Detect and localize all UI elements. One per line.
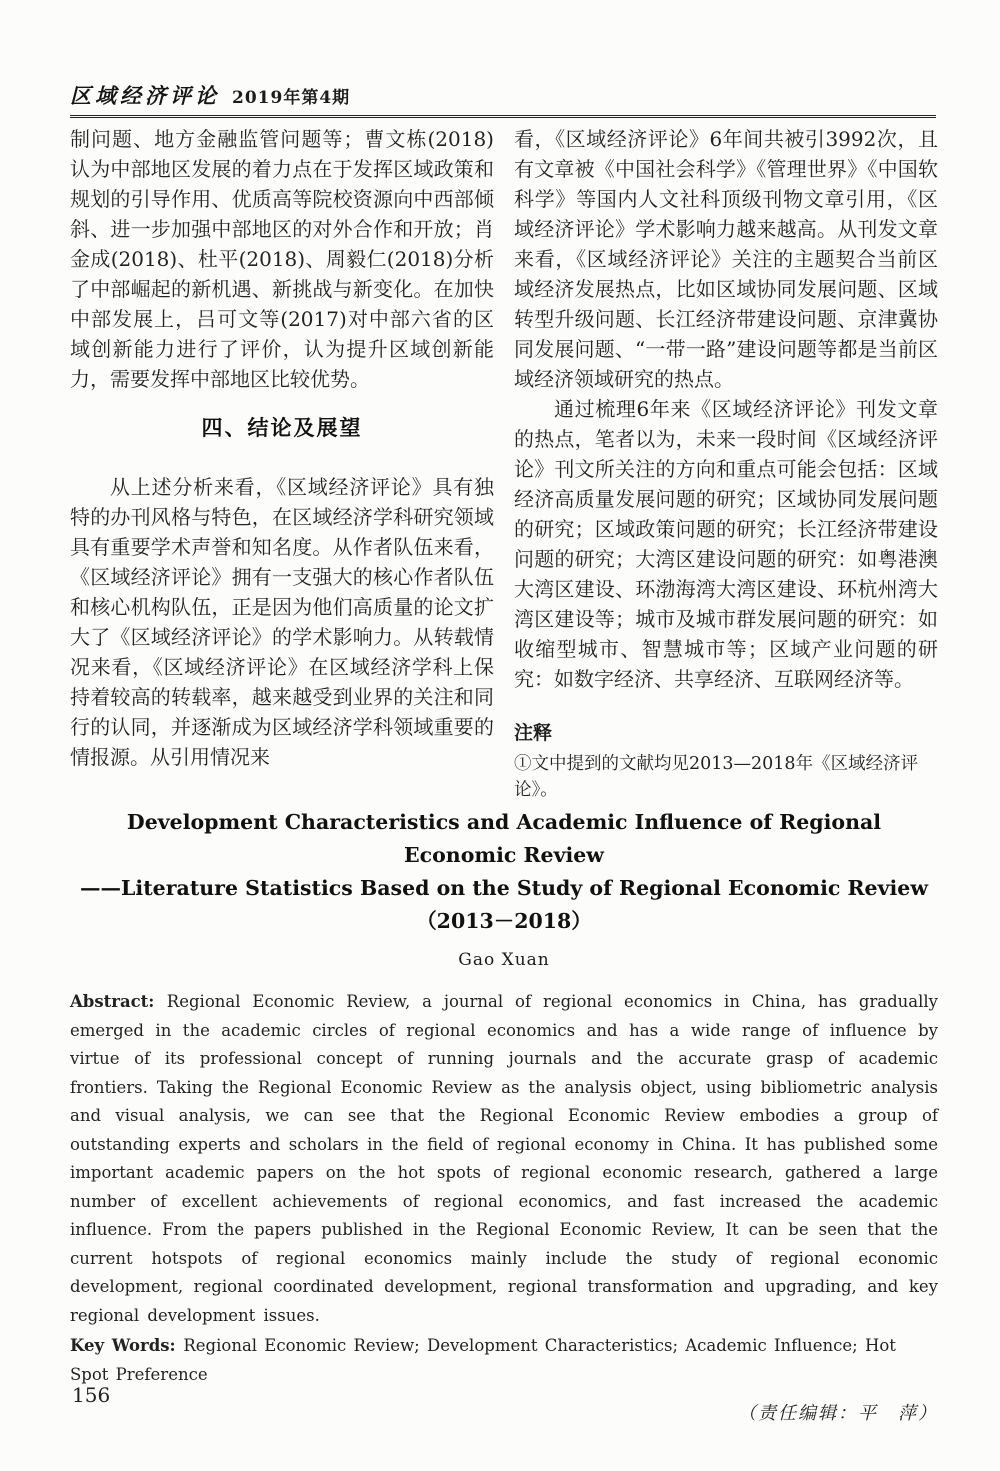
body-columns xyxy=(70,124,938,803)
english-author: Gao Xuan xyxy=(458,950,550,970)
left-column xyxy=(70,124,494,803)
abstract-label: Abstract: xyxy=(70,992,167,1011)
right-paragraph-1: 看，《区域经济评论》6年间共被引3992次，且有文章被《中国社会科学》《管理世界》《中国软科学》等国内人文社科顶级刊物文章引用，《区域经济评论》学术影响力越来越高。从刊发文章来看，《区域经济评论》关注的主题契合当前区域经济发展热点，比如区域协同发展问题、区域转型升级问题、长江经济带建设问题、京津冀协同发展问题、“一带一路”建设问题等都是当前区域经济领域研究的热点。 xyxy=(514,127,938,391)
journal-title: 区域经济评论 xyxy=(70,83,220,108)
notes-heading: 注释 xyxy=(514,722,553,744)
english-title xyxy=(70,806,938,938)
right-paragraph-2: 通过梳理6年来《区域经济评论》刊发文章的热点，笔者以为，未来一段时间《区域经济评论》刊文所关注的方向和重点可能会包括：区域经济高质量发展问题的研究；区域协同发展问题的研究；区域政策问题的研究；长江经济带建设问题的研究；大湾区建设问题的研究：如粤港澳大湾区建设、环渤海湾大湾区建设、环杭州湾大湾区建设等；城市及城市群发展问题的研究：如收缩型城市、智慧城市等；区域产业问题的研究：如数字经济、共享经济、互联网经济等。 xyxy=(514,397,938,691)
abstract-text: Regional Economic Review, a journal of regional economics in China, has gradually emerged in the academic circles of regional economics and has a wide range of influence by virtue of its professional concept of running journals and the accurate grasp of academic frontiers. Taking the Regional Economic Review as the analysis object, using bibliometric analysis and visual analysis, we can see that the Regional Economic Review embodies a group of outstanding experts and scholars in the field of regional economy in China. It has published some important academic papers on the hot spots of regional economic research, gathered a large number of excellent achievements of regional economics, and fast increased the academic influence. From the papers published in the Regional Economic Review, It can be seen that the current hotspots of regional economics mainly include the study of regional economic development, regional coordinated development, regional transformation and upgrading, and key regional development issues. xyxy=(70,992,939,1325)
english-section xyxy=(70,806,938,1425)
note-item-1: ①文中提到的文献均见2013—2018年《区域经济评论》。 xyxy=(514,754,919,800)
header-row xyxy=(70,80,936,110)
english-abstract xyxy=(70,988,938,1330)
journal-issue: 2019年第4期 xyxy=(232,88,351,108)
responsible-editor: （责任编辑：平 萍） xyxy=(738,1403,938,1424)
left-paragraph-2: 从上述分析来看，《区域经济评论》具有独特的办刊风格与特色，在区域经济学科研究领域具有重要学术声誉和知名度。从作者队伍来看，《区域经济评论》拥有一支强大的核心作者队伍和核心机构队伍，正是因为他们高质量的论文扩大了《区域经济评论》的学术影响力。从转载情况来看，《区域经济评论》在区域经济学科上保持着较高的转载率，越来越受到业界的关注和同行的认同，并逐渐成为区域经济学科领域重要的情报源。从引用情况来 xyxy=(70,475,494,769)
keywords-text: Regional Economic Review; Development Characteristics; Academic Influence; Hot Spot Preference xyxy=(70,1336,896,1384)
page-header xyxy=(70,80,936,118)
right-column xyxy=(514,124,938,803)
page-number: 156 xyxy=(72,1383,111,1407)
english-title-line1: Development Characteristics and Academic Influence of Regional Economic Review xyxy=(126,810,882,867)
keywords-label: Key Words: xyxy=(70,1336,184,1355)
notes-section xyxy=(514,718,938,803)
header-rule xyxy=(70,115,936,118)
english-title-line2: ——Literature Statistics Based on the Study of Regional Economic Review（2013－2018） xyxy=(80,876,928,933)
section-heading-conclusion: 四、结论及展望 xyxy=(201,415,363,440)
left-paragraph-1: 制问题、地方金融监管问题等；曹文栋(2018)认为中部地区发展的着力点在于发挥区域政策和规划的引导作用、优质高等院校资源向中西部倾斜、进一步加强中部地区的对外合作和开放；肖金成(2018)、杜平(2018)、周毅仁(2018)分析了中部崛起的新机遇、新挑战与新变化。在加快中部发展上，吕可文等(2017)对中部六省的区域创新能力进行了评价，认为提升区域创新能力，需要发挥中部地区比较优势。 xyxy=(70,127,494,391)
english-keywords xyxy=(70,1332,938,1389)
